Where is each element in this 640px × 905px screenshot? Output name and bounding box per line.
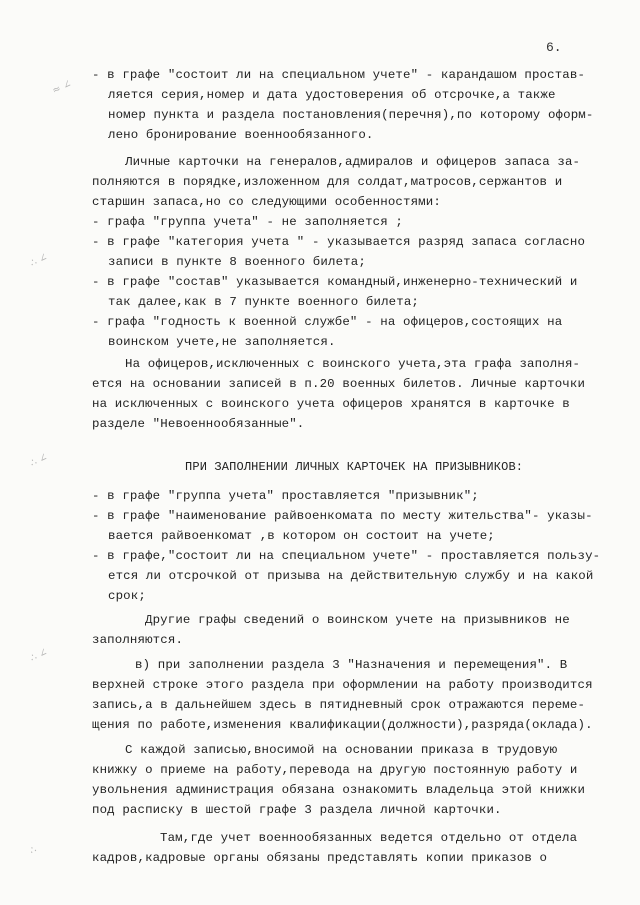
text-line: старшин запаса,но со следующими особенностями: <box>92 195 441 209</box>
text-line: лено бронирование военнообязанного. <box>108 128 374 142</box>
text-line: под расписку в шестой графе 3 раздела личной карточки. <box>92 803 502 817</box>
text-line: - графа "годность к военной службе" - на офицеров,состоящих на <box>92 315 563 329</box>
text-line: Другие графы сведений о воинском учете на призывников не <box>145 613 570 627</box>
margin-mark: ∴ ∠ <box>28 451 50 470</box>
text-line: - в графе "группа учета" проставляется "призывник"; <box>92 489 479 503</box>
text-line: ляется серия,номер и дата удостоверения об отсрочке,а также <box>108 88 556 102</box>
text-line: на исключенных с воинского учета офицеров хранятся в карточке в <box>92 397 570 411</box>
section-heading: ПРИ ЗАПОЛНЕНИИ ЛИЧНЫХ КАРТОЧЕК НА ПРИЗЫВНИКОВ: <box>185 460 524 474</box>
text-line: воинском учете,не заполняется. <box>108 335 336 349</box>
text-line: На офицеров,исключенных с воинского учета,эта графа заполня- <box>125 357 581 371</box>
text-line: - в графе "состав" указывается командный,инженерно-технический и <box>92 275 578 289</box>
text-line: верхней строке этого раздела при оформлении на работу производится <box>92 678 593 692</box>
text-line: С каждой записью,вносимой на основании приказа в трудовую <box>125 743 558 757</box>
text-line: вается райвоенкомат ,в котором он состоит на учете; <box>108 529 495 543</box>
page-number: 6. <box>546 40 562 55</box>
text-line: так далее,как в 7 пункте военного билета; <box>108 295 420 309</box>
text-line: ется на основании записей в п.20 военных билетов. Личные карточки <box>92 377 586 391</box>
text-line: книжку о приеме на работу,перевода на другую постоянную работу и <box>92 763 578 777</box>
text-line: увольнения администрация обязана ознакомить владельца этой книжки <box>92 783 586 797</box>
text-line: щения по работе,изменения квалификации(должности),разряда(оклада). <box>92 718 593 732</box>
text-line: - графа "группа учета" - не заполняется ; <box>92 215 404 229</box>
margin-mark: ∴ <box>27 844 39 857</box>
text-line: срок; <box>108 589 146 603</box>
text-line: - в графе "категория учета " - указывается разряд запаса согласно <box>92 235 586 249</box>
text-line: записи в пункте 8 военного билета; <box>108 255 366 269</box>
margin-mark: ∴ ∠ <box>28 251 50 270</box>
text-line: номер пункта и раздела постановления(перечня),по которому оформ- <box>108 108 594 122</box>
text-line: ется ли отсрочкой от призыва на действительную службу и на какой <box>108 569 594 583</box>
text-line: заполняются. <box>92 633 184 647</box>
margin-mark: ∴ ∠ <box>28 646 50 665</box>
text-line: Там,где учет военнообязанных ведется отдельно от отдела <box>160 831 578 845</box>
text-line: кадров,кадровые органы обязаны представлять копии приказов о <box>92 851 548 865</box>
text-line: Личные карточки на генералов,адмиралов и офицеров запаса за- <box>125 155 581 169</box>
text-line: - в графе "состоит ли на специальном учете" - карандашом простав- <box>92 68 586 82</box>
text-line: полняются в порядке,изложенном для солдат,матросов,сержантов и <box>92 175 563 189</box>
text-line: - в графе "наименование райвоенкомата по месту жительства"- указы- <box>92 509 593 523</box>
text-line: в) при заполнении раздела 3 "Назначения и перемещения". В <box>135 658 568 672</box>
text-line: запись,а в дальнейшем здесь в пятидневный срок отражаются переме- <box>92 698 586 712</box>
margin-mark: ≈ ∠ <box>50 78 74 97</box>
text-line: разделе "Невоеннообязанные". <box>92 417 305 431</box>
text-line: - в графе,"состоит ли на специальном учете" - проставляется пользу- <box>92 549 601 563</box>
